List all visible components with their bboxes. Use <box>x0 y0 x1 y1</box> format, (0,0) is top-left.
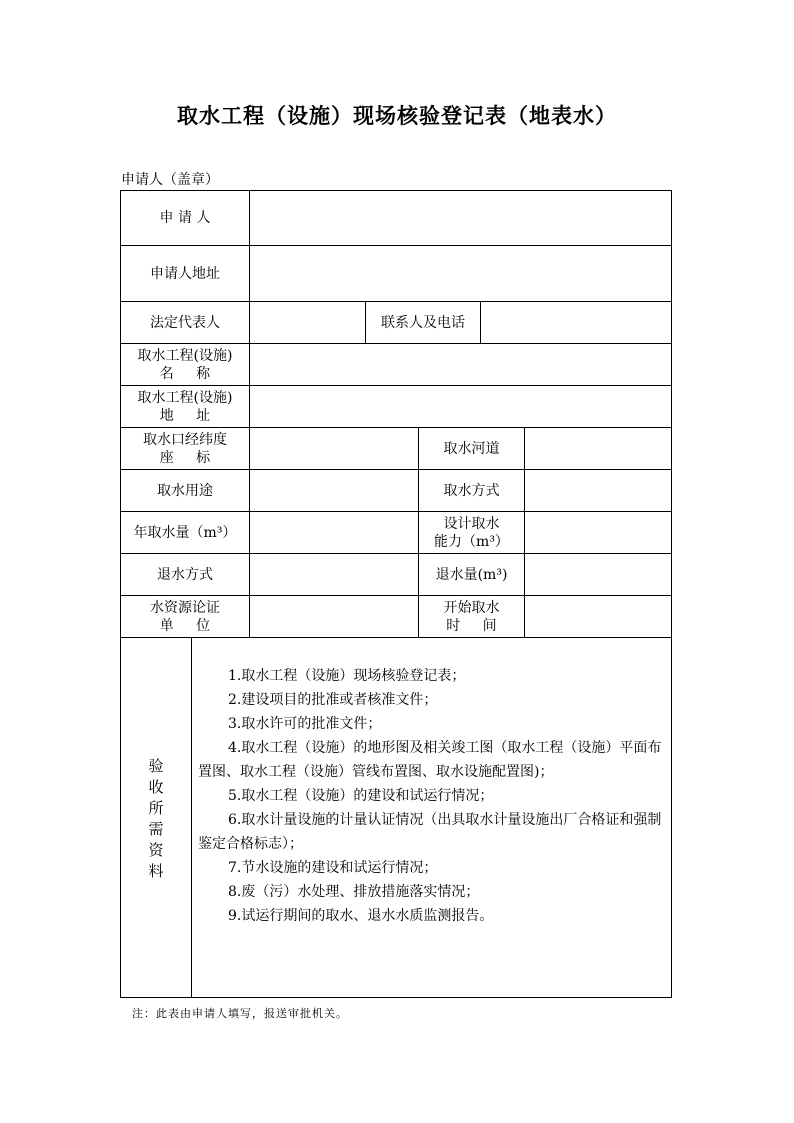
intake-method-field[interactable] <box>525 470 671 511</box>
list-item: 9.试运行期间的取水、退水水质监测报告。 <box>228 908 494 924</box>
label-char: 所 <box>148 798 164 817</box>
label-char: 收 <box>148 777 164 796</box>
project-name-label-cell <box>121 344 249 385</box>
footer-note: 注：此表由申请人填写，报送审批机关。 <box>132 1007 348 1020</box>
water-use-label: 取水用途 <box>157 482 213 499</box>
column-divider <box>191 637 192 998</box>
assessment-unit-label-cell <box>121 596 249 637</box>
assessment-unit-label-line2: 单位 <box>159 617 233 634</box>
design-capacity-field[interactable] <box>525 512 671 553</box>
discharge-volume-label-cell <box>419 554 524 595</box>
discharge-volume-label: 退水量(m³) <box>435 566 508 583</box>
label-char: 料 <box>148 861 164 880</box>
annual-intake-label: 年取水量（m³） <box>133 524 237 541</box>
discharge-volume-field[interactable] <box>525 554 671 595</box>
legal-representative-field[interactable] <box>250 302 365 343</box>
applicant-address-label: 申请人地址 <box>150 265 220 282</box>
list-item: 3.取水许可的批准文件； <box>228 716 382 732</box>
applicant-field[interactable] <box>250 191 671 245</box>
assessment-unit-label-line1: 水资源论证 <box>150 599 220 616</box>
applicant-seal-label: 申请人（盖章） <box>121 172 219 188</box>
list-item: 4.取水工程（设施）的地形图及相关竣工图（取水工程（设施）平面布置图、取水工程（设施）管线布置图、取水设施配置图)； <box>198 740 662 780</box>
start-time-label-cell <box>419 596 524 637</box>
form-title: 取水工程（设施）现场核验登记表（地表水） <box>177 103 617 128</box>
intake-coordinates-label-cell <box>121 428 249 469</box>
contact-person-phone-field[interactable] <box>481 302 671 343</box>
list-item: 5.取水工程（设施）的建设和试运行情况； <box>228 788 494 804</box>
discharge-method-label: 退水方式 <box>157 566 213 583</box>
start-time-label-line1: 开始取水 <box>443 599 500 616</box>
intake-river-label-cell <box>419 428 524 469</box>
annual-intake-label-cell <box>121 512 249 553</box>
discharge-method-label-cell <box>121 554 249 595</box>
intake-river-field[interactable] <box>525 428 671 469</box>
project-name-label-line1: 取水工程(设施) <box>137 347 233 364</box>
project-name-label-line2: 名称 <box>159 365 233 382</box>
assessment-unit-field[interactable] <box>250 596 418 637</box>
intake-coordinates-label-line1: 取水口经纬度 <box>143 431 227 448</box>
acceptance-materials-label <box>121 640 191 997</box>
design-capacity-label-line1: 设计取水 <box>443 515 500 532</box>
acceptance-materials-list <box>198 664 670 928</box>
contact-person-phone-label: 联系人及电话 <box>381 314 465 331</box>
intake-coordinates-label-line2: 座标 <box>159 449 233 466</box>
legal-representative-label: 法定代表人 <box>150 314 220 331</box>
project-name-field[interactable] <box>250 344 671 385</box>
legal-representative-label-cell <box>121 302 249 343</box>
intake-method-label-cell <box>419 470 524 511</box>
intake-method-label: 取水方式 <box>443 482 500 499</box>
list-item: 8.废（污）水处理、排放措施落实情况； <box>228 884 480 900</box>
annual-intake-field[interactable] <box>250 512 418 553</box>
design-capacity-label-line2: 能力（m³） <box>434 533 509 550</box>
applicant-label: 申 请 人 <box>159 210 211 226</box>
label-char: 资 <box>148 840 164 859</box>
applicant-address-label-cell <box>121 246 249 301</box>
label-char: 需 <box>148 819 164 838</box>
project-address-label-line2: 地址 <box>159 407 233 424</box>
applicant-address-field[interactable] <box>250 246 671 301</box>
list-item: 6.取水计量设施的计量认证情况（出具取水计量设施出厂合格证和强制鉴定合格标志）； <box>198 812 662 852</box>
start-time-field[interactable] <box>525 596 671 637</box>
project-address-label-line1: 取水工程(设施) <box>137 389 233 406</box>
water-use-label-cell <box>121 470 249 511</box>
design-capacity-label-cell <box>419 512 524 553</box>
project-address-label-cell <box>121 386 249 427</box>
list-item: 1.取水工程（设施）现场核验登记表； <box>228 668 466 684</box>
applicant-label-cell <box>121 191 249 245</box>
project-address-field[interactable] <box>250 386 671 427</box>
intake-river-label: 取水河道 <box>443 440 500 457</box>
contact-person-phone-label-cell <box>366 302 480 343</box>
start-time-label-line2: 时间 <box>446 617 520 634</box>
intake-coordinates-field[interactable] <box>250 428 418 469</box>
list-item: 7.节水设施的建设和试运行情况； <box>228 860 438 876</box>
discharge-method-field[interactable] <box>250 554 418 595</box>
list-item: 2.建设项目的批准或者核准文件； <box>228 692 438 708</box>
label-char: 验 <box>148 756 164 775</box>
row-divider <box>120 637 672 638</box>
water-use-field[interactable] <box>250 470 418 511</box>
